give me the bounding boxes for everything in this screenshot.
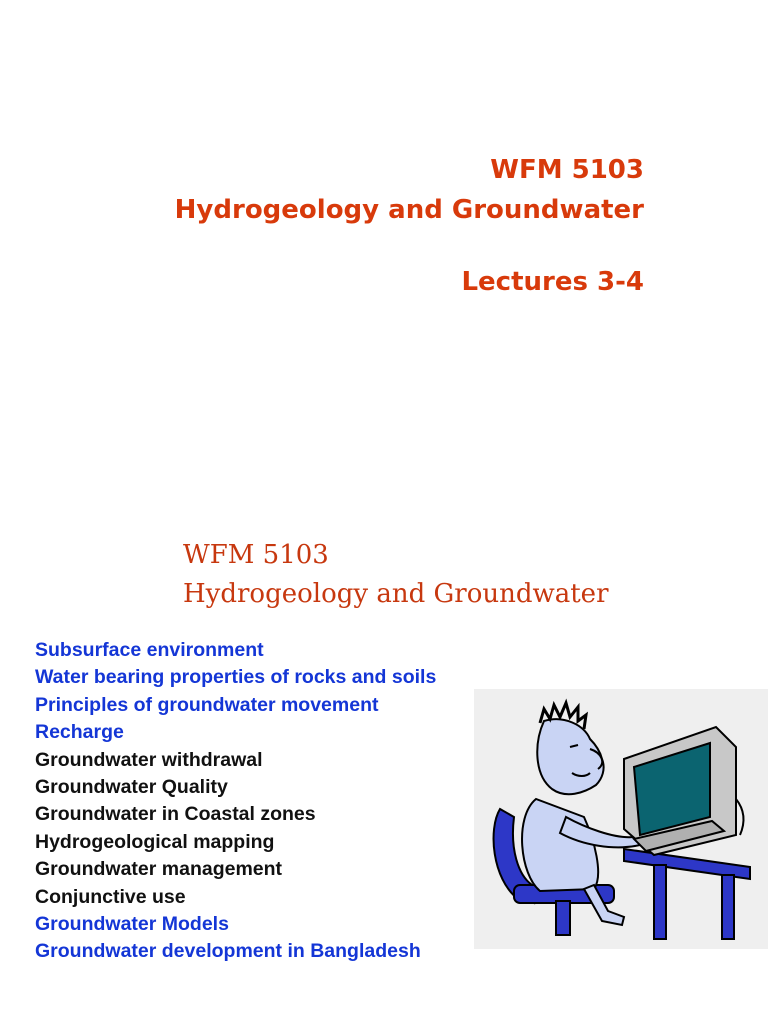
- topic-item: Water bearing properties of rocks and soils: [35, 666, 437, 689]
- topic-item: Recharge: [35, 721, 124, 744]
- topic-item: Subsurface environment: [35, 639, 264, 661]
- slide1-course-code: WFM 5103: [490, 155, 644, 185]
- person-at-computer-clipart: [474, 689, 768, 949]
- topic-item: Groundwater Quality: [35, 776, 228, 799]
- slide2-course-code: WFM 5103: [183, 540, 329, 570]
- topic-item: Groundwater development in Bangladesh: [35, 940, 421, 963]
- computer-icon: [624, 727, 743, 855]
- topic-item: Groundwater withdrawal: [35, 748, 263, 771]
- topic-item: Groundwater in Coastal zones: [35, 803, 316, 826]
- topic-item: Hydrogeological mapping: [35, 830, 275, 853]
- desk-icon: [624, 849, 750, 939]
- topic-item: Principles of groundwater movement: [35, 693, 379, 716]
- slide1-lectures: Lectures 3-4: [461, 267, 644, 297]
- slide1-course-title: Hydrogeology and Groundwater: [174, 195, 644, 225]
- topic-item: Groundwater management: [35, 858, 283, 881]
- topic-list: [35, 637, 436, 966]
- topic-item: Conjunctive use: [35, 885, 186, 908]
- slide2-course-title: Hydrogeology and Groundwater: [183, 579, 609, 609]
- topic-item: Groundwater Models: [35, 913, 229, 936]
